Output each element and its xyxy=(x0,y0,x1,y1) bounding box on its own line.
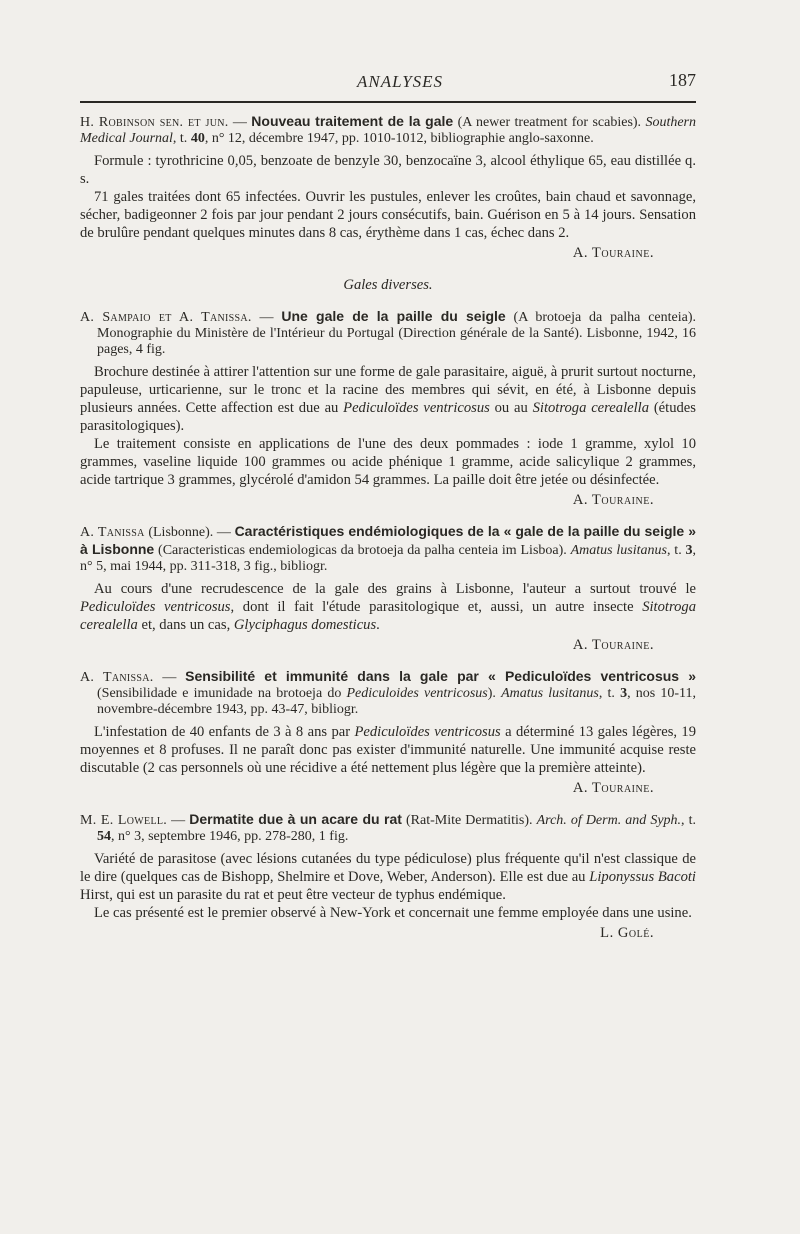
entry-4-header: A. Tanissa. — Sensibilité et immunité dans la gale par « Pediculoïdes ventricosus » (Sensibilidade e imunidade na brotoeja do Pediculoides ventricosus). Amatus lusitanus, t. 3, nos 10-11, novembre-décembre 1943, pp. 43-47, bibliogr. xyxy=(80,668,697,717)
entry-1-title: Nouveau traitement de la gale xyxy=(251,113,454,129)
section-heading: Gales diverses. xyxy=(343,277,433,293)
entry-3-original-title: (Caracteristicas endemiologicas da brotoeja da palha centeia im Lisboa). xyxy=(154,543,571,558)
entry-2-para-2: Le traitement consiste en applications de l'une des deux pommades : iode 1 gramme, xylol 10 grammes, vaseline liquide 100 grammes ou acide phénique 1 gramme, acide salicylique 2 grammes, acide tartrique 3 grammes, glycérolé d'amidon 54 grammes. La paille doit être jetée ou désinfectée. xyxy=(80,436,696,488)
entry-1-signature: A. Touraine. xyxy=(572,245,654,261)
entry-1-authors: H. Robinson sen. et jun. xyxy=(80,115,229,130)
entry-5-title: Dermatite due à un acare du rat xyxy=(189,811,402,827)
entry-4-title: Sensibilité et immunité dans la gale par « Pediculoïdes ventricosus » xyxy=(185,668,697,684)
entry-1-t: , t. xyxy=(172,131,191,146)
entry-2-signature: A. Touraine. xyxy=(572,492,654,508)
entry-4-ref: , nos 10-11, novembre-décembre 1943, pp. 43-47, bibliogr. xyxy=(97,686,696,717)
entry-4-authors: A. Tanissa. xyxy=(80,670,154,685)
entry-3-authors: A. Tanissa xyxy=(80,525,145,540)
entry-1-original-title: (A newer treatment for scabies). xyxy=(453,115,646,130)
page-number: 187 xyxy=(669,70,696,90)
entry-3-ref: , n° 5, mai 1944, pp. 311-318, 3 fig., bibliogr. xyxy=(80,543,697,574)
entry-3-sep: — xyxy=(213,525,235,540)
entry-5-para-1: Variété de parasitose (avec lésions cutanées du type pédiculose) plus fréquente qu'il n'est classique de le dire (quelques cas de Bishopp, Shelmire et Dove, Weber, Anderson). Elle est due au Liponyssus Bacoti Hirst, qui est un parasite du rat et peut être vecteur de typhus endémique. xyxy=(80,851,696,903)
entry-3-signature: A. Touraine. xyxy=(572,637,654,653)
entry-5-para-2: Le cas présenté est le premier observé à New-York et concernait une femme employée dans une usine. xyxy=(94,905,692,921)
entry-5-volume: 54 xyxy=(97,829,111,844)
entry-2-sep: — xyxy=(251,310,282,325)
entry-4-sep: — xyxy=(153,670,186,685)
entry-5-journal: Arch. of Derm. and Syph. xyxy=(536,813,682,828)
running-title: ANALYSES xyxy=(356,72,444,91)
entry-1-para-1: Formule : tyrothricine 0,05, benzoate de benzyle 30, benzocaïne 3, alcool éthylique 65, eau distillée q. s. xyxy=(80,153,696,187)
header-rule xyxy=(80,101,696,103)
page-content xyxy=(80,113,696,942)
entry-3-journal: Amatus lusitanus xyxy=(570,543,667,558)
running-head xyxy=(0,72,800,94)
entry-4-signature: A. Touraine. xyxy=(572,780,654,796)
entry-1-sep: — xyxy=(228,115,252,130)
entry-3-volume: 3 xyxy=(685,543,693,558)
entry-1-volume: 40 xyxy=(190,131,205,146)
entry-3-header: A. Tanissa (Lisbonne). — Caractéristiques endémiologiques de la « gale de la paille du seigle » à Lisbonne (Caracteristicas endemiologicas da brotoeja da palha centeia im Lisboa). Amatus lusitanus, t. 3, n° 5, mai 1944, pp. 311-318, 3 fig., bibliogr. xyxy=(80,523,697,574)
entry-5-original-title: (Rat-Mite Dermatitis). xyxy=(401,813,537,828)
entry-4-volume: 3 xyxy=(620,686,628,701)
entry-2-ref: (A brotoeja da palha centeia). Monographie du Ministère de l'Intérieur du Portugal (Direction générale de la Santé). Lisbonne, 1942, 16 pages, 4 fig. xyxy=(97,310,697,357)
entry-2-title: Une gale de la paille du seigle xyxy=(281,308,506,324)
entry-5-signature: L. Golé. xyxy=(600,925,654,941)
entry-5-authors: M. E. Lowell. xyxy=(80,813,168,828)
entry-5-ref: , n° 3, septembre 1946, pp. 278-280, 1 fig. xyxy=(111,829,349,844)
entry-1-ref: , n° 12, décembre 1947, pp. 1010-1012, bibliographie anglo-saxonne. xyxy=(204,131,594,146)
entry-3-title: Caractéristiques endémiologiques de la « gale de la paille du seigle » à Lisbonne xyxy=(80,523,697,557)
entry-2-header xyxy=(80,308,696,358)
entry-4-para-1: L'infestation de 40 enfants de 3 à 8 ans par Pediculoïdes ventricosus a déterminé 13 gales légères, 19 moyennes et 8 profuses. Il ne paraît donc pas exister d'immunité naturelle. Une immunité acquise reste discutable (2 cas personnels où une récidive a été nettement plus légère que la première atteinte). xyxy=(80,724,697,776)
entry-1-para-2: 71 gales traitées dont 65 infectées. Ouvrir les pustules, enlever les croûtes, bain chaud et savonnage, sécher, badigeonner 2 fois par jour pendant 2 jours consécutifs, bain. Guérison en 5 à 14 jours. Sensation de brulûre pendant quelques minutes dans 8 cas, érythème dans 1 cas, échec dans 2. xyxy=(80,189,696,241)
entry-5-header: M. E. Lowell. — Dermatite due à un acare du rat (Rat-Mite Dermatitis). Arch. of Derm. and Syph., t. 54, n° 3, septembre 1946, pp. 278-280, 1 fig. xyxy=(80,811,697,844)
entry-5-sep: — xyxy=(167,813,190,828)
entry-1-journal: Southern Medical Journal xyxy=(80,115,696,146)
entry-2-para-1: Brochure destinée à attirer l'attention sur une forme de gale parasitaire, aiguë, à prurit surtout nocturne, papuleuse, urticarienne, sur le tronc et la racine des membres qui sévit, en été, à Lisbonne depuis plusieurs années. Cette affection est due au Pediculoïdes ventricosus ou au Sitotroga cerealella (études parasitologiques). xyxy=(80,364,696,434)
entry-1-header xyxy=(80,113,696,147)
entry-4-journal: Amatus lusitanus xyxy=(501,686,599,701)
entry-3-para-1: Au cours d'une recrudescence de la gale des grains à Lisbonne, l'auteur a surtout trouvé le Pediculoïdes ventricosus, dont il fait l'étude parasitologique et, aussi, un autre insecte Sitotroga cerealella et, dans un cas, Glyciphagus domesticus. xyxy=(80,581,696,633)
entry-3-location: (Lisbonne). xyxy=(144,525,214,540)
entry-2-authors: A. Sampaio et A. Tanissa. xyxy=(80,310,252,325)
